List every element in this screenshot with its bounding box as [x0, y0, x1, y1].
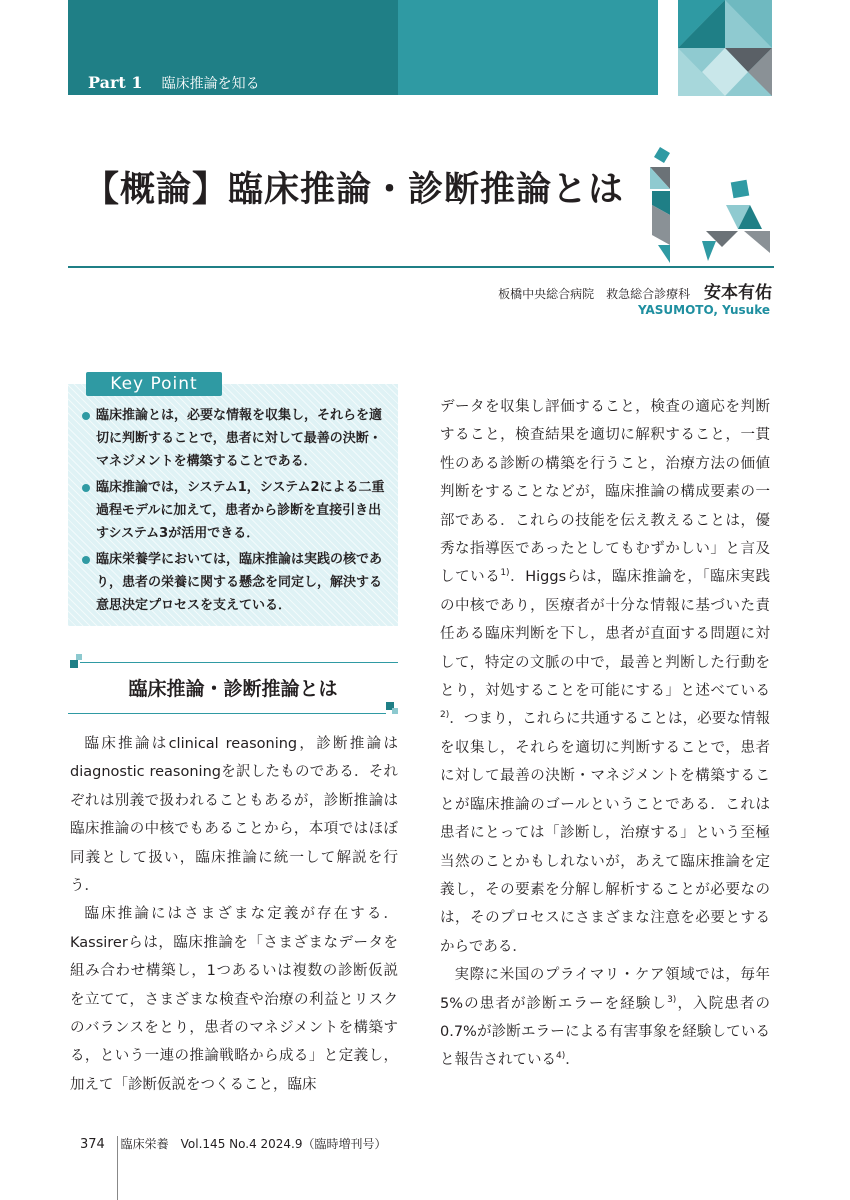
section-heading: 臨床推論・診断推論とは: [128, 678, 338, 700]
author-romaji: YASUMOTO, Yusuke: [637, 303, 770, 317]
part-title: 臨床推論を知る: [161, 76, 260, 92]
key-point-item: 臨床推論では，システム1，システム2による二重過程モデルに加えて，患者から診断を直接引き出すシステム3が活用できる．: [82, 476, 386, 545]
paragraph-continued: データを収集し評価すること，検査の適応を判断すること，検査結果を適切に解釈すること，一貫性のある診断の構築を行うこと，治療方法の価値判断をすることなどが，臨床推論の構成要素の一部である．これらの技能を伝え教えることは，優秀な指導医であったとしてもむずかしい」と言及している$^{1)}$．Higgsらは，臨床推論を，「臨床実践の中核であり，医療者が十分な情報に基づいた責任ある臨床判断を下し，患者が直面する問題に対して，特定の文脈の中で，最善と判断した行動をとり，対処することを可能にする」と述べている$^{2)}$．つまり，これらに共通することは，必要な情報を収集し，それらを適切に判断することで，患者に対して最善の決断・マネジメントを構築することが臨床推論のゴールということである．これは患者にとっては「診断し，治療する」という至極当然のことかもしれないが，あえて臨床推論を定義し，その要素を分解し解析することが必要なのは，そのプロセスにさまざまな注意を必要とするからである．: [440, 399, 770, 955]
bullet-icon: [82, 412, 90, 420]
page-footer: [80, 1135, 387, 1152]
key-point-box: [68, 384, 398, 626]
key-point-item: 臨床推論とは，必要な情報を収集し，それらを適切に判断することで，患者に対して最善の決断・マネジメントを構築することである．: [82, 404, 386, 473]
reference-mark: 2): [440, 710, 450, 721]
affiliation: 板橋中央総合病院 救急総合診療科: [498, 287, 691, 301]
paragraph: 臨床推論はclinical reasoning，診断推論はdiagnostic reasoningを訳したものである．それぞれは別義で扱われることもあるが，診断推論は臨床推論の中核でもあることから，本項ではほぼ同義として扱い，臨床推論に統一して解説を行う．: [70, 736, 398, 895]
reference-mark: 1): [500, 568, 510, 579]
key-point-item: 臨床栄養学においては，臨床推論は実践の核であり，患者の栄養に関する懸念を同定し，解決する意思決定プロセスを支えている．: [82, 548, 386, 617]
part-label: [88, 73, 260, 93]
body-column-right: [440, 393, 770, 1075]
author-name: 安本有佑: [704, 283, 772, 303]
paragraph: 臨床推論にはさまざまな定義が存在する．Kassirerらは，臨床推論を「さまざまなデータを組み合わせ構築し，1つあるいは複数の診断仮説を立てて，さまざまな検査や治療の利益とリスクのバランスをとり，患者のマネジメントを構築する，という一連の推論戦略から成る」と定義し，加えて「診断仮説をつくること，臨床: [70, 906, 398, 1093]
journal-info: 臨床栄養 Vol.145 No.4 2024.9（臨時増刊号）: [120, 1137, 387, 1151]
reference-mark: 4): [556, 1051, 566, 1062]
title-rule: [68, 266, 774, 268]
part-number: Part 1: [88, 73, 143, 92]
page-title: 【概論】臨床推論・診断推論とは: [84, 170, 625, 210]
body-column-left: [70, 730, 398, 1099]
decor-square: [392, 708, 398, 714]
section-rule-top: [80, 662, 398, 663]
section-rule-bottom: [68, 713, 386, 714]
bullet-icon: [82, 556, 90, 564]
author-line: [498, 278, 772, 303]
decor-square: [70, 660, 78, 668]
header-band-accent: [398, 0, 658, 95]
bullet-icon: [82, 484, 90, 492]
key-point-label: Key Point: [86, 372, 222, 396]
footer-divider: [117, 1136, 118, 1200]
tangram-figures-illustration: [630, 145, 775, 265]
reference-mark: 3): [667, 994, 677, 1005]
tangram-logo: [678, 0, 772, 96]
page-number: 374: [80, 1137, 105, 1152]
paragraph: 実際に米国のプライマリ・ケア領域では，毎年5%の患者が診断エラーを経験し$^{3)}$，入院患者の0.7%が診断エラーによる有害事象を経験していると報告されている$^{4)}$．: [440, 967, 770, 1069]
